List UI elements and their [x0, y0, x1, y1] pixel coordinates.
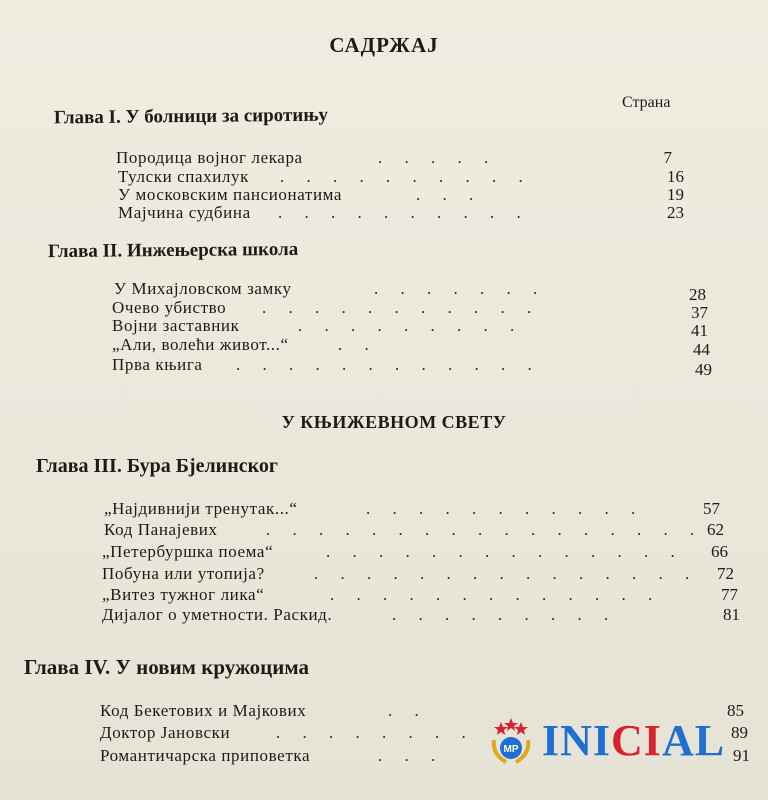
toc-entry-title: Код Панајевих: [104, 520, 218, 539]
chapter-title: Бура Бјелинског: [126, 455, 278, 477]
section-heading: У КЊИЖЕВНОМ СВЕТУ: [281, 412, 507, 432]
toc-entry-page: 62: [707, 520, 724, 539]
toc-leader-dots: . . . . .: [378, 148, 498, 167]
toc-entry: [104, 499, 724, 521]
chapter-label: Глава III.: [36, 455, 122, 477]
toc-entry-title: „Најдивнији тренутак...“: [104, 499, 298, 518]
toc-leader-dots: . . . . . . .: [374, 279, 547, 298]
toc-entry-page: 81: [723, 605, 740, 624]
badge-text: MP: [503, 744, 519, 755]
toc-leader-dots: . . .: [378, 746, 445, 765]
toc-entry-page: 72: [717, 564, 734, 583]
toc-entry-page: 66: [711, 542, 728, 561]
chapter-heading: [48, 239, 298, 263]
toc-entry-page: 49: [695, 360, 712, 379]
toc-entry-page: 41: [691, 321, 708, 340]
chapter-heading: [36, 455, 278, 478]
toc-leader-dots: . . . . . . . . . . . . . . . . .: [266, 520, 704, 539]
toc-entry-page: 57: [703, 499, 720, 518]
toc-leader-dots: . .: [388, 701, 428, 720]
toc-entry-title: Мајчина судбина: [118, 203, 251, 222]
toc-entry: [102, 585, 738, 607]
toc-entry-title: „Петербуршка поема“: [102, 542, 274, 561]
chapter-label: Глава II.: [47, 240, 123, 263]
chapter-title: У болници за сиротињу: [125, 104, 329, 128]
toc-entry-title: Код Бекетових и Мајкових: [100, 701, 307, 720]
toc-entry-title: Породица војног лекара: [116, 148, 303, 167]
wordmark-part: CI: [611, 716, 662, 765]
page-title: САДРЖАЈ: [329, 33, 439, 57]
toc-entry: [112, 335, 712, 357]
toc-leader-dots: . .: [338, 335, 378, 354]
toc-entry-page: 89: [731, 723, 748, 742]
toc-entry-title: Доктор Јановски: [100, 723, 231, 742]
laurel-badge-icon: [486, 716, 536, 766]
toc-entry-title: У московским пансионатима: [118, 185, 343, 204]
show-through-text: · · · · · · · · ·: [470, 10, 535, 25]
toc-entry: [112, 355, 712, 377]
chapter-heading: [54, 105, 328, 130]
watermark-logo: [486, 714, 766, 774]
toc-entry-title: „Али, волећи живот...“: [112, 335, 289, 354]
chapter-label: Глава I.: [53, 106, 121, 129]
toc-leader-dots: . . . . . . . . .: [298, 316, 524, 335]
toc-entry-page: 7: [663, 148, 672, 167]
toc-leader-dots: . . . . . . . . . . . . . .: [326, 542, 684, 561]
toc-leader-dots: . . . . . . . . . . .: [262, 298, 541, 317]
page-column-label: Страна: [622, 94, 671, 111]
toc-leader-dots: . . .: [416, 185, 483, 204]
toc-entry: [102, 564, 734, 586]
wordmark-part: INI: [542, 716, 612, 765]
toc-entry-page: 19: [667, 185, 684, 204]
toc-leader-dots: . . . . . . . . . . . .: [236, 355, 541, 374]
chapter-title: У новим кружоцима: [115, 655, 310, 679]
toc-entry-title: У Михајловском замку: [114, 279, 292, 298]
toc-entry-page: 44: [693, 340, 710, 359]
toc-entry-title: Романтичарска приповетка: [100, 746, 311, 765]
toc-entry-title: „Витез тужног лика“: [102, 585, 265, 604]
toc-entry-title: Побуна или утопија?: [102, 564, 265, 583]
toc-leader-dots: . . . . . . . .: [276, 723, 475, 742]
toc-entry-page: 77: [721, 585, 738, 604]
watermark-wordmark: [542, 716, 725, 766]
chapter-heading: [24, 655, 309, 680]
toc-entry-page: 37: [691, 303, 708, 322]
toc-entry-page: 28: [689, 285, 706, 304]
toc-entry-title: Прва књига: [112, 355, 203, 374]
toc-leader-dots: . . . . . . . . . . . . . . .: [314, 564, 699, 583]
wordmark-part: AL: [661, 716, 726, 765]
toc-entry-page: 85: [727, 701, 744, 720]
toc-entry-title: Очево убиство: [112, 298, 227, 317]
toc-leader-dots: . . . . . . . . . . .: [366, 499, 645, 518]
toc-leader-dots: . . . . . . . . . .: [280, 167, 532, 186]
show-through-text: · · · · · ·: [600, 60, 643, 75]
toc-leader-dots: . . . . . . . . . .: [278, 203, 530, 222]
toc-entry-page: 16: [667, 167, 684, 186]
toc-entry-title: Дијалог о уметности. Раскид.: [102, 605, 333, 624]
toc-entry: [102, 605, 740, 627]
toc-entry: [104, 520, 724, 542]
toc-entry-page: 91: [733, 746, 750, 765]
toc-entry-title: Тулски спахилук: [118, 167, 249, 186]
toc-entry: [102, 542, 728, 564]
toc-entry: [118, 203, 696, 225]
chapter-label: Глава IV.: [24, 655, 111, 679]
chapter-title: Инжењерска школа: [126, 238, 299, 262]
toc-entry-title: Војни заставник: [112, 316, 240, 335]
toc-leader-dots: . . . . . . . . . . . . .: [330, 585, 662, 604]
toc-entry-page: 23: [667, 203, 684, 222]
toc-leader-dots: . . . . . . . . .: [392, 605, 618, 624]
